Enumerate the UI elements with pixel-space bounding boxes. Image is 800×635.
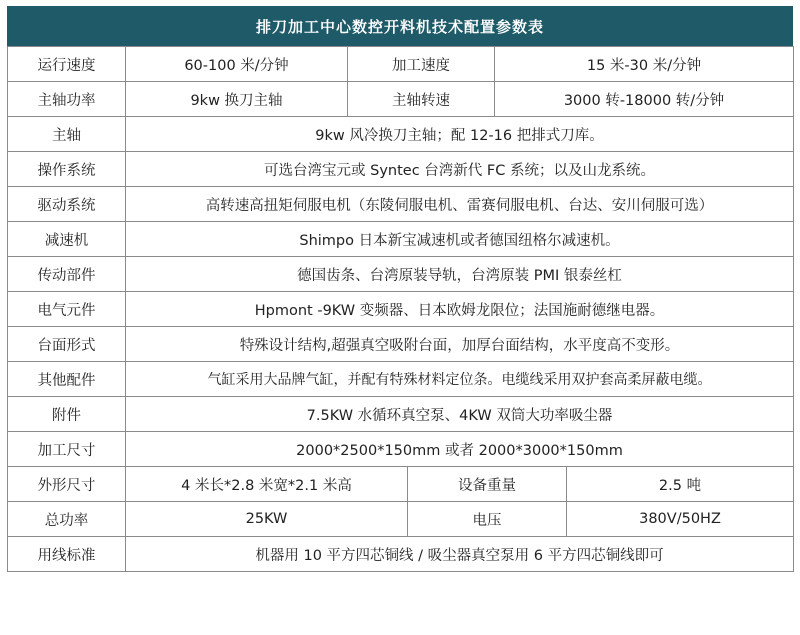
cell-value: 高转速高扭矩伺服电机（东陵伺服电机、雷赛伺服电机、台达、安川伺服可选） [126,187,794,222]
cell-value: 可选台湾宝元或 Syntec 台湾新代 FC 系统；以及山龙系统。 [126,152,794,187]
row-label: 传动部件 [8,257,126,292]
cell-value: 2000*2500*150mm 或者 2000*3000*150mm [126,432,794,467]
cell-value: Shimpo 日本新宝减速机或者德国纽格尔减速机。 [126,222,794,257]
table-row [8,82,794,117]
row-label: 用线标准 [8,537,126,572]
cell-value: 特殊设计结构,超强真空吸附台面，加厚台面结构，水平度高不变形。 [126,327,794,362]
cell-subheader: 加工速度 [348,47,495,82]
cell-value: 4 米长*2.8 米宽*2.1 米高 [126,467,408,502]
row-label: 外形尺寸 [8,467,126,502]
cell-value: 3000 转-18000 转/分钟 [495,82,794,117]
cell-value: Hpmont -9KW 变频器、日本欧姆龙限位；法国施耐德继电器。 [126,292,794,327]
table-row [8,432,794,467]
cell-value: 15 米-30 米/分钟 [495,47,794,82]
row-label: 驱动系统 [8,187,126,222]
spec-table [7,46,794,572]
cell-value: 7.5KW 水循环真空泵、4KW 双筒大功率吸尘器 [126,397,794,432]
cell-value: 60-100 米/分钟 [126,47,348,82]
cell-subheader: 主轴转速 [348,82,495,117]
row-label: 操作系统 [8,152,126,187]
table-row [8,327,794,362]
row-label: 主轴 [8,117,126,152]
row-label: 加工尺寸 [8,432,126,467]
row-label: 附件 [8,397,126,432]
cell-value: 气缸采用大品牌气缸，并配有特殊材料定位条。电缆线采用双护套高柔屏蔽电缆。 [126,362,794,397]
row-label: 台面形式 [8,327,126,362]
cell-value: 25KW [126,502,408,537]
cell-value: 9kw 换刀主轴 [126,82,348,117]
row-label: 电气元件 [8,292,126,327]
table-row [8,397,794,432]
row-label: 运行速度 [8,47,126,82]
row-label: 其他配件 [8,362,126,397]
table-row [8,502,794,537]
table-title: 排刀加工中心数控开料机技术配置参数表 [7,6,793,46]
table-row [8,152,794,187]
cell-value: 2.5 吨 [567,467,794,502]
row-label: 主轴功率 [8,82,126,117]
table-row [8,117,794,152]
row-label: 总功率 [8,502,126,537]
cell-value: 机器用 10 平方四芯铜线 / 吸尘器真空泵用 6 平方四芯铜线即可 [126,537,794,572]
cell-subheader: 设备重量 [408,467,567,502]
cell-value: 德国齿条、台湾原装导轨，台湾原装 PMI 银泰丝杠 [126,257,794,292]
table-row [8,47,794,82]
cell-value: 9kw 风冷换刀主轴；配 12-16 把排式刀库。 [126,117,794,152]
spec-sheet [7,6,793,572]
table-row [8,222,794,257]
cell-subheader: 电压 [408,502,567,537]
cell-value: 380V/50HZ [567,502,794,537]
row-label: 减速机 [8,222,126,257]
table-row [8,292,794,327]
table-row [8,467,794,502]
table-row [8,362,794,397]
table-row [8,187,794,222]
table-row [8,257,794,292]
table-row [8,537,794,572]
